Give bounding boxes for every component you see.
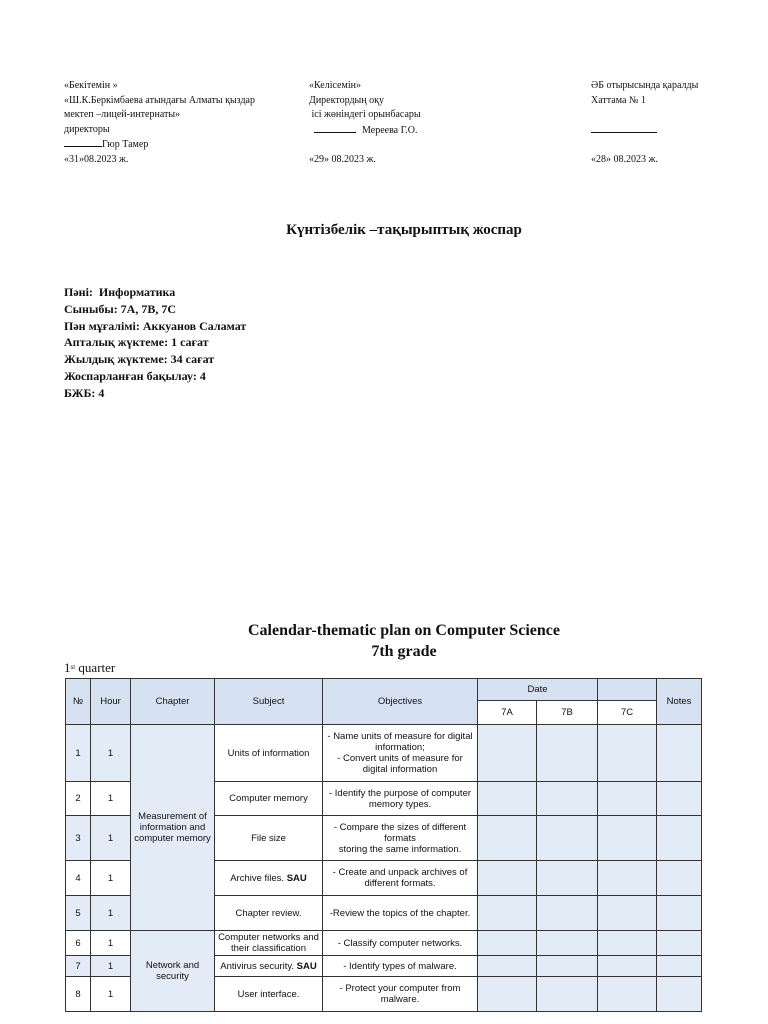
date-cell-7a[interactable] — [478, 896, 537, 931]
row-hour: 1 — [91, 977, 131, 1012]
header-objectives: Objectives — [323, 679, 478, 725]
date-cell-7a[interactable] — [478, 956, 537, 977]
row-hour: 1 — [91, 816, 131, 861]
row-hour: 1 — [91, 725, 131, 782]
approval-date: «31»08.2023 ж. — [64, 153, 129, 165]
approval-line: «Ш.К.Беркімбаева атындағы Алматы қыздар — [64, 94, 255, 106]
notes-cell[interactable] — [657, 931, 702, 956]
date-cell-7b[interactable] — [537, 782, 598, 816]
date-cell-7c[interactable] — [598, 931, 657, 956]
signer-name: Мереева Г.О. — [362, 124, 418, 136]
row-hour: 1 — [91, 861, 131, 896]
chapter-cell: Network and security — [131, 931, 215, 1012]
header-class-7b: 7B — [537, 701, 598, 725]
row-subject: File size — [215, 816, 323, 861]
plan-table — [65, 678, 702, 1012]
english-title-line: Calendar-thematic plan on Computer Science — [248, 622, 560, 639]
row-objectives: - Compare the sizes of different formats storing the same information. — [323, 816, 478, 861]
row-number: 2 — [66, 782, 91, 816]
approval-line: «Бекітемін » — [64, 80, 118, 91]
date-cell-7a[interactable] — [478, 931, 537, 956]
approval-line: ісі жөніндегі орынбасары — [309, 109, 421, 120]
header-subject: Subject — [215, 679, 323, 725]
approval-block-council — [591, 79, 698, 167]
header-class-7c: 7C — [598, 701, 657, 725]
row-number: 8 — [66, 977, 91, 1012]
date-cell-7c[interactable] — [598, 896, 657, 931]
date-cell-7a[interactable] — [478, 861, 537, 896]
approval-block-principal — [64, 79, 255, 167]
signature-line — [591, 123, 698, 139]
info-weekly-load: Апталық жүктеме: 1 сағат — [64, 335, 209, 350]
row-number: 6 — [66, 931, 91, 956]
approval-line: ӘБ отырысында қаралды — [591, 80, 699, 91]
info-classes: Сыныбы: 7А, 7В, 7С — [64, 301, 177, 316]
row-hour: 1 — [91, 896, 131, 931]
header-date-spacer — [598, 679, 657, 701]
table-row — [66, 931, 702, 956]
signature-underline — [591, 123, 657, 133]
row-subject: Computer memory — [215, 782, 323, 816]
row-subject: Units of information — [215, 725, 323, 782]
row-objectives: - Classify computer networks. — [323, 931, 478, 956]
notes-cell[interactable] — [657, 977, 702, 1012]
date-cell-7c[interactable] — [598, 725, 657, 782]
date-cell-7b[interactable] — [537, 816, 598, 861]
info-planned-control: Жоспарланған бақылау: 4 — [64, 368, 206, 383]
row-objectives: - Create and unpack archives of different formats. — [323, 861, 478, 896]
date-cell-7b[interactable] — [537, 931, 598, 956]
header-class-7a: 7A — [478, 701, 537, 725]
notes-cell[interactable] — [657, 725, 702, 782]
signature-underline — [64, 137, 102, 147]
date-cell-7b[interactable] — [537, 977, 598, 1012]
date-cell-7a[interactable] — [478, 725, 537, 782]
approval-line: Директордың оқу — [309, 94, 384, 106]
notes-cell[interactable] — [657, 816, 702, 861]
row-objectives: - Identify types of malware. — [323, 956, 478, 977]
info-teacher: Пән мұғалімі: Аккуанов Саламат — [64, 318, 247, 333]
signature-underline — [314, 123, 356, 133]
info-subject: Пәні: Информатика — [64, 285, 176, 299]
date-cell-7b[interactable] — [537, 896, 598, 931]
date-cell-7a[interactable] — [478, 977, 537, 1012]
course-info — [64, 284, 246, 402]
approval-date: «29» 08.2023 ж. — [309, 153, 376, 165]
header-notes: Notes — [657, 679, 702, 725]
row-number: 7 — [66, 956, 91, 977]
info-summative-assessment: БЖБ: 4 — [64, 385, 105, 400]
row-hour: 1 — [91, 782, 131, 816]
date-cell-7b[interactable] — [537, 861, 598, 896]
row-objectives: - Name units of measure for digital information; - Convert units of measure for digital information — [323, 725, 478, 782]
english-plan-title — [0, 621, 768, 662]
info-annual-load: Жылдық жүктеме: 34 сағат — [64, 352, 215, 367]
notes-cell[interactable] — [657, 782, 702, 816]
date-cell-7a[interactable] — [478, 782, 537, 816]
plan-title: Күнтізбелік –тақырыптық жоспар — [286, 222, 522, 238]
notes-cell[interactable] — [657, 861, 702, 896]
row-subject: Archive files. SAU — [215, 861, 323, 896]
header-chapter: Chapter — [131, 679, 215, 725]
row-subject: Antivirus security. SAU — [215, 956, 323, 977]
row-number: 4 — [66, 861, 91, 896]
row-subject: Computer networks and their classification — [215, 931, 323, 956]
date-cell-7c[interactable] — [598, 977, 657, 1012]
row-hour: 1 — [91, 931, 131, 956]
approval-line: мектеп –лицей-интернаты» — [64, 109, 181, 120]
notes-cell[interactable] — [657, 956, 702, 977]
row-objectives: - Protect your computer from malware. — [323, 977, 478, 1012]
row-subject: Chapter review. — [215, 896, 323, 931]
date-cell-7a[interactable] — [478, 816, 537, 861]
approval-date: «28» 08.2023 ж. — [591, 153, 658, 165]
row-hour: 1 — [91, 956, 131, 977]
date-cell-7b[interactable] — [537, 725, 598, 782]
approval-line: Хаттама № 1 — [591, 94, 646, 106]
notes-cell[interactable] — [657, 896, 702, 931]
grade-line: 7th grade — [371, 642, 437, 660]
header-date: Date — [478, 679, 598, 701]
row-objectives: - Identify the purpose of computer memory types. — [323, 782, 478, 816]
date-cell-7c[interactable] — [598, 956, 657, 977]
row-subject: User interface. — [215, 977, 323, 1012]
signature-line — [64, 137, 255, 153]
row-number: 3 — [66, 816, 91, 861]
header-number: № — [66, 679, 91, 725]
row-number: 1 — [66, 725, 91, 782]
row-objectives: -Review the topics of the chapter. — [323, 896, 478, 931]
chapter-cell: Measurement of information and computer memory — [131, 725, 215, 931]
row-number: 5 — [66, 896, 91, 931]
date-cell-7c[interactable] — [598, 816, 657, 861]
signature-line — [309, 123, 421, 139]
approval-line: «Келісемін» — [309, 80, 361, 91]
signer-name: Гюр Тамер — [102, 139, 149, 150]
header-hour: Hour — [91, 679, 131, 725]
date-cell-7c[interactable] — [598, 782, 657, 816]
quarter-label: 1st quarter — [64, 660, 116, 675]
date-cell-7b[interactable] — [537, 956, 598, 977]
approval-line: директоры — [64, 123, 110, 135]
date-cell-7c[interactable] — [598, 861, 657, 896]
table-row — [66, 725, 702, 782]
approval-block-deputy — [309, 79, 421, 167]
